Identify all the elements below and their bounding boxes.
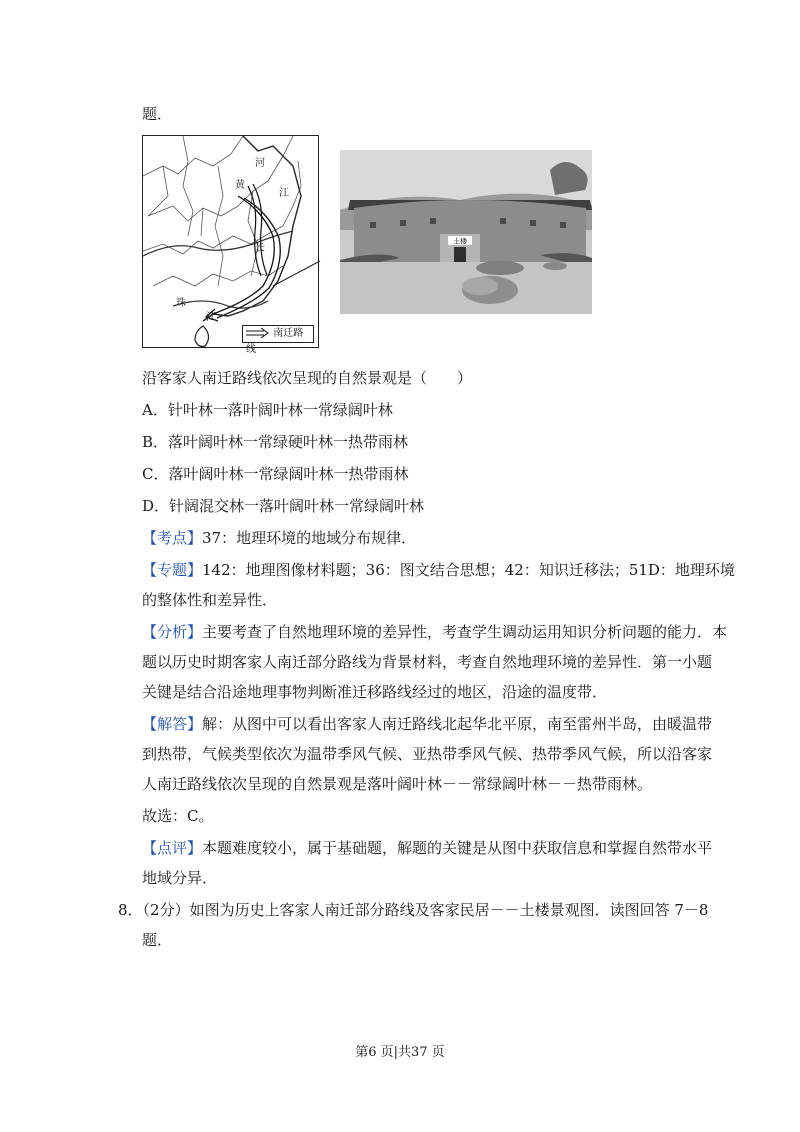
map-legend	[242, 325, 314, 355]
answer-line: 故选：C。	[142, 807, 214, 825]
kaodian-text: 37：地理环境的地域分布规律．	[202, 529, 417, 547]
tulou-photo	[340, 150, 592, 314]
option-d: D．针阔混交林一落叶阔叶林一常绿阔叶林	[142, 497, 425, 515]
option-c: C．落叶阔叶林一常绿阔叶林一热带雨林	[142, 465, 409, 483]
map-label: 江	[279, 188, 289, 199]
fenxi-line-2: 题以历史时期客家人南迁部分路线为背景材料，考查自然地理环境的差异性．第一小题	[142, 653, 713, 671]
map-label: 珠	[176, 298, 186, 309]
zhuanti-tag: 【专题】	[142, 561, 203, 579]
tulou-sign: 土楼	[453, 237, 467, 246]
text-line: 题．	[142, 105, 173, 123]
fenxi-line	[142, 622, 727, 642]
zhuanti-text: 142：地理图像材料题；36：图文结合思想；42：知识迁移法；51D：地理环境	[202, 561, 735, 579]
dianping-text: 本题难度较小，属于基础题，解题的关键是从图中获取信息和掌握自然带水平	[202, 839, 713, 857]
page-footer: 第6 页|共37 页	[355, 1045, 445, 1060]
question-8-line-2: 题．	[142, 931, 173, 949]
tulou-illustration	[340, 150, 592, 314]
zhuanti-line-2: 的整体性和差异性．	[142, 591, 278, 609]
arrow-icon	[246, 328, 270, 338]
option-a: A．针叶林一落叶阔叶林一常绿阔叶林	[142, 401, 393, 419]
jieda-text: 解：从图中可以看出客家人南迁路线北起华北平原，南至雷州半岛，由暖温带	[202, 715, 713, 733]
jieda-line-3: 人南迁路线依次呈现的自然景观是落叶阔叶林－－常绿阔叶林－－热带雨林。	[142, 775, 653, 793]
question-stem: 沿客家人南迁路线依次呈现的自然景观是（ ）	[142, 369, 473, 387]
kaodian-tag: 【考点】	[142, 529, 203, 547]
dianping-tag: 【点评】	[142, 839, 203, 857]
map-label: 黄	[235, 180, 245, 191]
map-label: 长	[255, 243, 265, 254]
question-8: 8．（2分）如图为历史上客家人南迁部分路线及客家民居－－土楼景观图．读图回答 7－8	[118, 901, 709, 919]
map-label: 河	[255, 158, 265, 169]
legend-label: 南迁路线	[246, 328, 304, 355]
jieda-tag: 【解答】	[142, 715, 203, 733]
fenxi-line-3: 关键是结合沿途地理事物判断准迁移路线经过的地区，沿途的温度带．	[142, 683, 608, 701]
kaodian-line	[142, 528, 416, 548]
fenxi-text: 主要考查了自然地理环境的差异性，考查学生调动运用知识分析问题的能力．本	[202, 623, 728, 641]
dianping-line	[142, 838, 712, 858]
migration-map	[142, 135, 319, 355]
dianping-line-2: 地域分异．	[142, 869, 218, 887]
zhuanti-line	[142, 560, 735, 580]
jieda-line	[142, 714, 712, 734]
map-drawing	[143, 136, 320, 349]
map-label: 江	[206, 312, 216, 323]
fenxi-tag: 【分析】	[142, 623, 203, 641]
option-b: B．落叶阔叶林一常绿硬叶林一热带雨林	[142, 433, 409, 451]
jieda-line-2: 到热带，气候类型依次为温带季风气候、亚热带季风气候、热带季风气候，所以沿客家	[142, 745, 713, 763]
